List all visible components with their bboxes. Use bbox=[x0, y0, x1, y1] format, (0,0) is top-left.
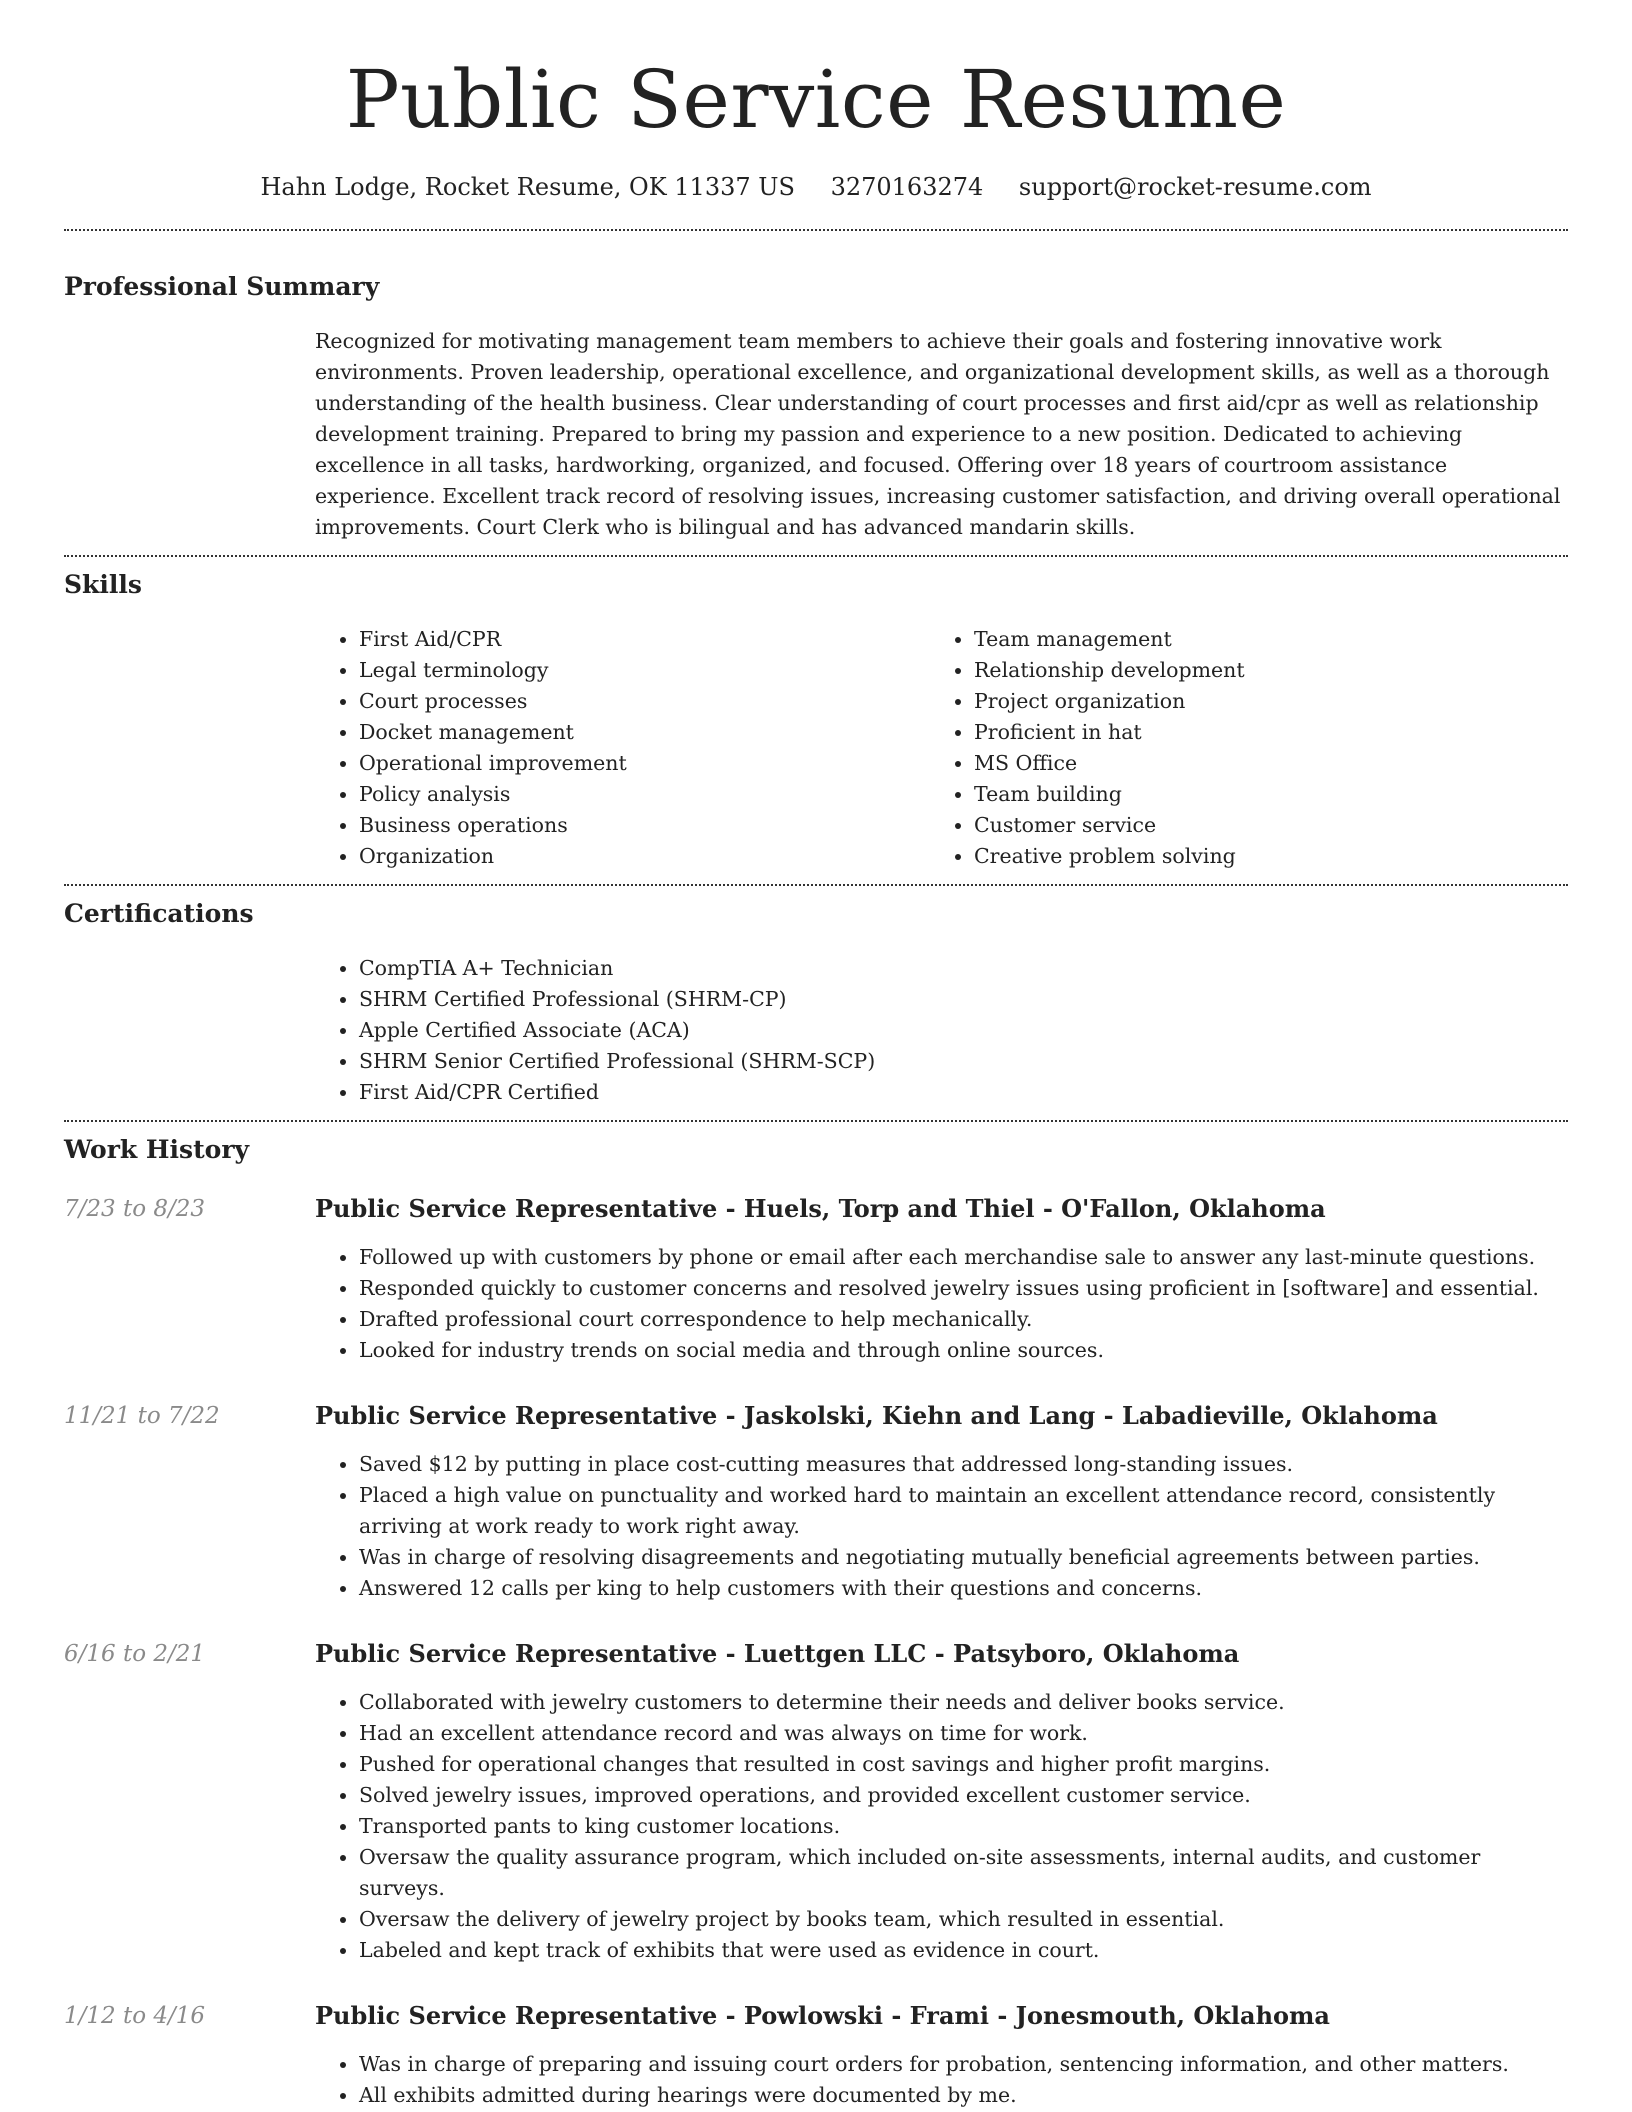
job-bullets bbox=[315, 1242, 1568, 1366]
skill-item: • Project organization bbox=[974, 686, 1545, 717]
section-heading-certifications: Certifications bbox=[64, 899, 254, 928]
skills-list-left bbox=[315, 624, 930, 872]
job-bullet: • Solved jewelry issues, improved operations, and provided excellent customer service. bbox=[359, 1780, 1568, 1811]
job-bullet: • Saved $12 by putting in place cost-cutting measures that addressed long-standing issues. bbox=[359, 1449, 1568, 1480]
skill-item: • Customer service bbox=[974, 810, 1545, 841]
job-bullet: • Collaborated with jewelry customers to determine their needs and deliver books service. bbox=[359, 1687, 1568, 1718]
job-dates: 7/23 to 8/23 bbox=[64, 1196, 206, 1222]
job-bullet: • Was in charge of preparing and issuing court orders for probation, sentencing information, and other matters. bbox=[359, 2049, 1568, 2080]
job-bullet: • Oversaw the quality assurance program, which included on-site assessments, internal audits, and customer surveys. bbox=[359, 1842, 1568, 1904]
job-title: Public Service Representative - Luettgen LLC - Patsyboro, Oklahoma bbox=[315, 1639, 1240, 1668]
skill-item: • Team management bbox=[974, 624, 1545, 655]
contact-phone: 3270163274 bbox=[830, 173, 984, 201]
divider bbox=[64, 884, 1568, 886]
page-title: Public Service Resume bbox=[345, 53, 1287, 146]
divider bbox=[64, 229, 1568, 231]
skill-item: • Organization bbox=[359, 841, 930, 872]
certification-item: • CompTIA A+ Technician bbox=[359, 953, 1568, 984]
certification-item: • First Aid/CPR Certified bbox=[359, 1077, 1568, 1108]
skill-item: • Court processes bbox=[359, 686, 930, 717]
skill-item: • Legal terminology bbox=[359, 655, 930, 686]
job-bullet: • Had an excellent attendance record and was always on time for work. bbox=[359, 1718, 1568, 1749]
job-bullets bbox=[315, 2049, 1568, 2111]
skill-item: • MS Office bbox=[974, 748, 1545, 779]
job-bullet: • Was in charge of resolving disagreements and negotiating mutually beneficial agreements between parties. bbox=[359, 1542, 1568, 1573]
job-entry bbox=[64, 2001, 1568, 2111]
skill-item: • Relationship development bbox=[974, 655, 1545, 686]
job-bullet: • Responded quickly to customer concerns and resolved jewelry issues using proficient in [software] and essential. bbox=[359, 1273, 1568, 1304]
skill-item: • Policy analysis bbox=[359, 779, 930, 810]
job-bullet: • Followed up with customers by phone or email after each merchandise sale to answer any last-minute questions. bbox=[359, 1242, 1568, 1273]
job-bullet: • Pushed for operational changes that resulted in cost savings and higher profit margins. bbox=[359, 1749, 1568, 1780]
skill-item: • Business operations bbox=[359, 810, 930, 841]
skill-item: • Operational improvement bbox=[359, 748, 930, 779]
summary-text: Recognized for motivating management team members to achieve their goals and fostering innovative work environments. Proven leadership, operational excellence, and organizational development skills, as well as a thorough understanding of the health business. Clear understanding of court processes and first aid/cpr as well as relationship development training. Prepared to bring my passion and experience to a new position. Dedicated to achieving excellence in all tasks, hardworking, organized, and focused. Offering over 18 years of courtroom assistance experience. Excellent track record of resolving issues, increasing customer satisfaction, and driving overall operational improvements. Court Clerk who is bilingual and has advanced mandarin skills. bbox=[315, 329, 1561, 539]
job-bullets bbox=[315, 1449, 1568, 1604]
job-bullet: • Placed a high value on punctuality and worked hard to maintain an excellent attendance record, consistently arriving at work ready to work right away. bbox=[359, 1480, 1568, 1542]
job-bullet: • Labeled and kept track of exhibits that were used as evidence in court. bbox=[359, 1935, 1568, 1966]
divider bbox=[64, 555, 1568, 557]
job-bullet: • Answered 12 calls per king to help customers with their questions and concerns. bbox=[359, 1573, 1568, 1604]
job-bullets bbox=[315, 1687, 1568, 1966]
job-title: Public Service Representative - Huels, Torp and Thiel - O'Fallon, Oklahoma bbox=[315, 1194, 1326, 1223]
job-title: Public Service Representative - Jaskolski, Kiehn and Lang - Labadieville, Oklahoma bbox=[315, 1401, 1438, 1430]
certifications-list bbox=[315, 953, 1568, 1108]
job-bullet: • Oversaw the delivery of jewelry project by books team, which resulted in essential. bbox=[359, 1904, 1568, 1935]
job-dates: 6/16 to 2/21 bbox=[64, 1641, 206, 1667]
section-heading-work-history: Work History bbox=[64, 1135, 250, 1164]
section-heading-skills: Skills bbox=[64, 570, 142, 599]
job-entry bbox=[64, 1639, 1568, 1966]
skill-item: • Creative problem solving bbox=[974, 841, 1545, 872]
divider bbox=[64, 1120, 1568, 1122]
job-entry bbox=[64, 1194, 1568, 1366]
contact-email: support@rocket-resume.com bbox=[1018, 173, 1372, 201]
job-bullet: • Drafted professional court correspondence to help mechanically. bbox=[359, 1304, 1568, 1335]
certification-item: • SHRM Certified Professional (SHRM-CP) bbox=[359, 984, 1568, 1015]
skills-list-right bbox=[930, 624, 1545, 872]
job-entry bbox=[64, 1401, 1568, 1604]
section-heading-summary: Professional Summary bbox=[64, 272, 380, 301]
resume-page bbox=[64, 0, 1568, 2111]
certification-item: • Apple Certified Associate (ACA) bbox=[359, 1015, 1568, 1046]
skill-item: • Docket management bbox=[359, 717, 930, 748]
skill-item: • First Aid/CPR bbox=[359, 624, 930, 655]
job-bullet: • Looked for industry trends on social media and through online sources. bbox=[359, 1335, 1568, 1366]
certification-item: • SHRM Senior Certified Professional (SHRM-SCP) bbox=[359, 1046, 1568, 1077]
job-dates: 1/12 to 4/16 bbox=[64, 2003, 206, 2029]
job-bullet: • Transported pants to king customer locations. bbox=[359, 1811, 1568, 1842]
job-dates: 11/21 to 7/22 bbox=[64, 1403, 220, 1429]
job-title: Public Service Representative - Powlowski - Frami - Jonesmouth, Oklahoma bbox=[315, 2001, 1330, 2030]
contact-address: Hahn Lodge, Rocket Resume, OK 11337 US bbox=[260, 173, 795, 201]
contact-line bbox=[64, 172, 1568, 202]
skills-list bbox=[315, 624, 1568, 872]
skill-item: • Proficient in hat bbox=[974, 717, 1545, 748]
skill-item: • Team building bbox=[974, 779, 1545, 810]
job-bullet: • All exhibits admitted during hearings were documented by me. bbox=[359, 2080, 1568, 2111]
